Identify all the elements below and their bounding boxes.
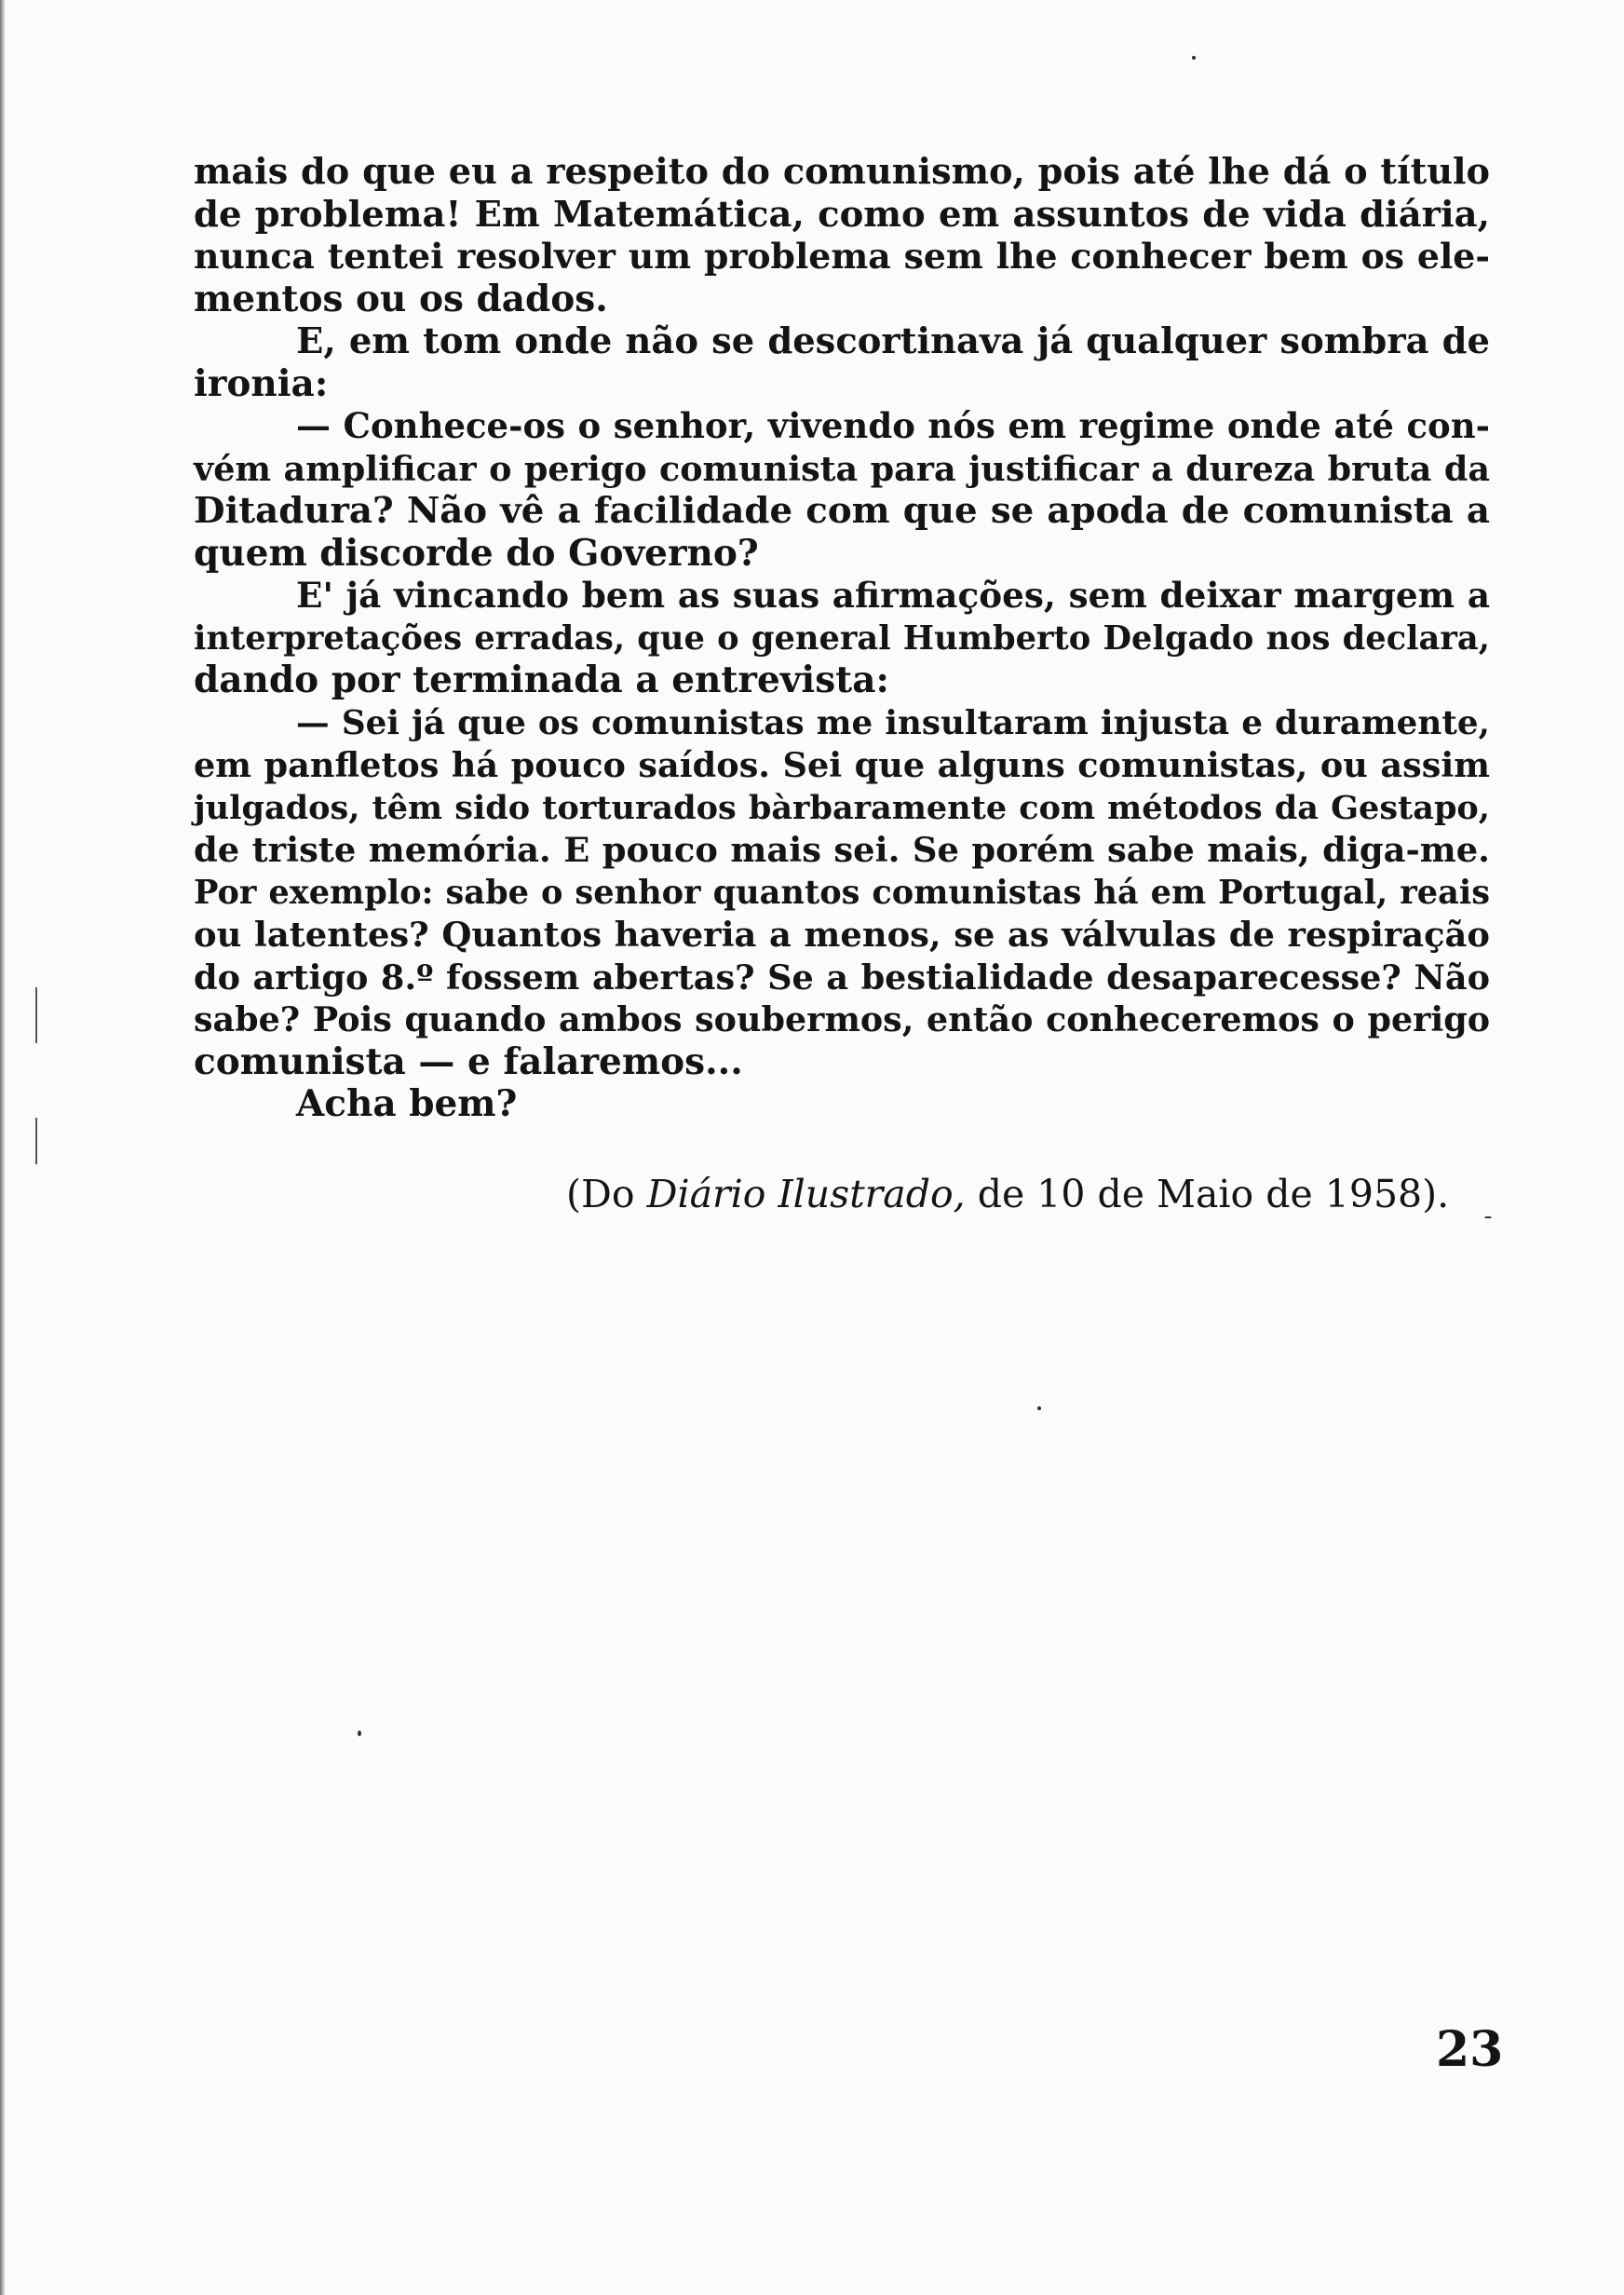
- margin-mark: [35, 987, 37, 1043]
- page-number: 23: [1436, 2021, 1504, 2078]
- scan-speck: [1037, 1406, 1041, 1410]
- source-citation: [566, 1172, 1449, 1216]
- text-line: — Conhece-os o senhor, vivendo nós em regime onde até con-: [296, 405, 1490, 446]
- text-line: Acha bem?: [296, 1082, 518, 1125]
- text-line: interpretações erradas, que o general Humberto Delgado nos declara,: [194, 618, 1490, 658]
- text-line: comunista — e falaremos...: [194, 1039, 743, 1083]
- text-line: do artigo 8.º fossem abertas? Se a bestialidade desaparecesse? Não: [194, 957, 1490, 998]
- text-line: E' já vincando bem as suas afirmações, sem deixar margem a: [296, 575, 1490, 616]
- text-line: nunca tentei resolver um problema sem lhe conhecer bem os ele-: [194, 236, 1490, 277]
- scan-edge-shadow: [0, 0, 6, 2295]
- text-line: em panfletos há pouco saídos. Sei que alguns comunistas, ou assim: [194, 745, 1490, 785]
- text-line: sabe? Pois quando ambos soubermos, então conheceremos o perigo: [194, 999, 1490, 1039]
- text-line: Por exemplo: sabe o senhor quantos comunistas há em Portugal, reais: [194, 873, 1490, 912]
- source-prefix: (Do: [566, 1172, 647, 1216]
- source-suffix: de 10 de Maio de 1958).: [965, 1172, 1450, 1216]
- text-line: mais do que eu a respeito do comunismo, pois até lhe dá o título: [194, 151, 1490, 193]
- text-line: julgados, têm sido torturados bàrbaramente com métodos da Gestapo,: [194, 788, 1490, 827]
- text-line: de problema! Em Matemática, como em assuntos de vida diária,: [194, 193, 1490, 236]
- text-line: quem discorde do Governo?: [194, 531, 759, 575]
- article-body: [194, 151, 1490, 1126]
- text-line: mentos ou os dados.: [194, 277, 608, 320]
- text-line: E, em tom onde não se descortinava já qualquer sombra de: [296, 320, 1490, 362]
- margin-mark: [35, 1118, 37, 1164]
- scan-speck: [358, 1731, 361, 1736]
- text-line: vém amplificar o perigo comunista para justificar a dureza bruta da: [194, 448, 1490, 489]
- text-line: Ditadura? Não vê a facilidade com que se apoda de comunista a: [194, 490, 1490, 532]
- source-publication: Diário Ilustrado,: [646, 1172, 966, 1216]
- scan-speck: [1192, 56, 1196, 60]
- text-line: ironia:: [194, 361, 329, 405]
- text-line: dando por terminada a entrevista:: [194, 659, 889, 701]
- text-line: ou latentes? Quantos haveria a menos, se as válvulas de respiração: [194, 914, 1490, 955]
- text-line: — Sei já que os comunistas me insultaram injusta e duramente,: [296, 702, 1490, 742]
- scan-speck: [1484, 1216, 1492, 1218]
- text-line: de triste memória. E pouco mais sei. Se porém sabe mais, diga-me.: [194, 829, 1490, 870]
